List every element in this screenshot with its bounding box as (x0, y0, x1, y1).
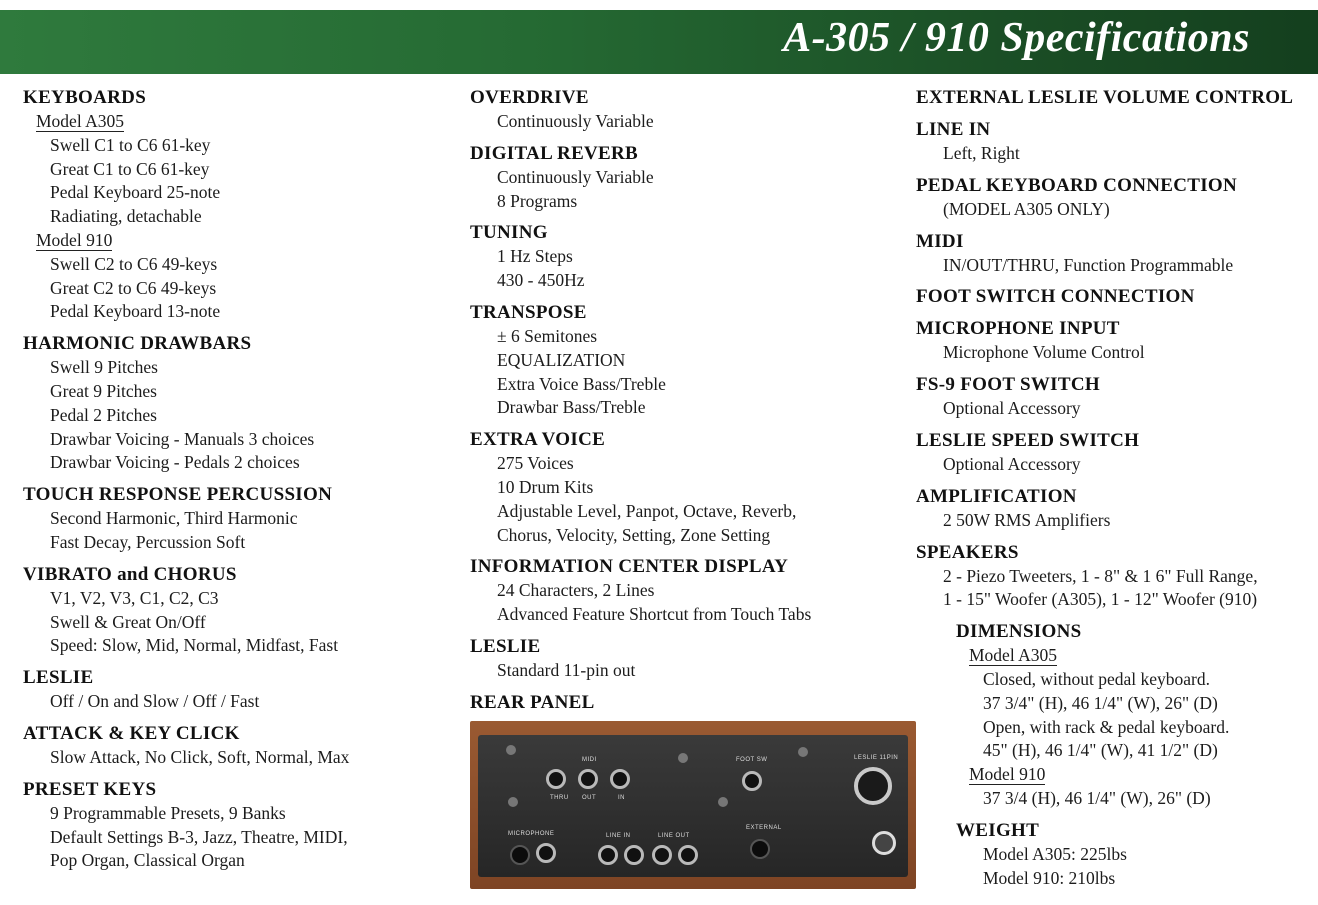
model-a305-label: Model A305 (36, 111, 124, 131)
spec-line: ± 6 Semitones (497, 325, 598, 346)
screw-icon (506, 745, 516, 755)
foot-switch-jack-icon (742, 771, 762, 791)
spec-line: Radiating, detachable (50, 206, 202, 227)
spec-line: 275 Voices (497, 453, 574, 474)
spec-line: 10 Drum Kits (497, 476, 594, 497)
foot-switch-heading: FOOT SWITCH CONNECTION (916, 286, 1195, 308)
line-out-left-jack-icon (652, 845, 672, 865)
screw-icon (718, 797, 728, 807)
weight-section (916, 819, 1311, 891)
spec-line: 37 3/4" (H), 46 1/4" (W), 26" (D) (983, 692, 1218, 713)
midi-in-label: IN (618, 794, 625, 801)
transpose-section (470, 301, 910, 420)
amplification-heading: AMPLIFICATION (916, 485, 1077, 507)
line-in-label: LINE IN (606, 832, 631, 839)
midi-thru-port-icon (546, 769, 566, 789)
spec-line: IN/OUT/THRU, Function Programmable (943, 254, 1234, 275)
keyboards-section (23, 86, 443, 324)
microphone-heading: MICROPHONE INPUT (916, 318, 1120, 340)
rear-panel-heading: REAR PANEL (470, 691, 595, 713)
foot-sw-label: FOOT SW (736, 756, 768, 763)
spec-column-3 (916, 86, 1311, 898)
leslie-speed-heading: LESLIE SPEED SWITCH (916, 429, 1140, 451)
spec-line: 24 Characters, 2 Lines (497, 580, 655, 601)
spec-line: Extra Voice Bass/Treble (497, 373, 666, 394)
spec-line: Great C2 to C6 49-keys (50, 277, 217, 298)
title-banner (0, 10, 1318, 74)
spec-line: Great 9 Pitches (50, 380, 157, 401)
microphone-label: MICROPHONE (508, 830, 555, 837)
speakers-heading: SPEAKERS (916, 541, 1019, 563)
mic-volume-knob-icon (510, 845, 530, 865)
fs9-heading: FS-9 FOOT SWITCH (916, 374, 1100, 396)
speakers-section (916, 541, 1311, 613)
spec-line: Swell C1 to C6 61-key (50, 134, 211, 155)
dimensions-section (916, 620, 1311, 811)
leslie-11pin-connector-icon (854, 767, 892, 805)
spec-line: Swell C2 to C6 49-keys (50, 253, 218, 274)
model-910-label: Model 910 (969, 764, 1046, 785)
vibrato-section (23, 563, 443, 658)
spec-line: 1 Hz Steps (497, 246, 573, 267)
line-in-left-jack-icon (598, 845, 618, 865)
spec-line: Drawbar Bass/Treble (497, 397, 646, 418)
spec-line: Swell 9 Pitches (50, 357, 158, 378)
ext-leslie-heading: EXTERNAL LESLIE VOLUME CONTROL (916, 87, 1294, 108)
line-in-section (916, 118, 1311, 166)
keyboards-heading: KEYBOARDS (23, 87, 147, 108)
spec-line: Fast Decay, Percussion Soft (50, 531, 246, 552)
spec-line: 45" (H), 46 1/4" (W), 41 1/2" (D) (983, 740, 1218, 761)
spec-line: Slow Attack, No Click, Soft, Normal, Max (50, 746, 350, 767)
pedal-connection-section (916, 174, 1311, 222)
spec-column-1 (23, 86, 443, 881)
spec-line: Swell & Great On/Off (50, 611, 206, 632)
spec-line: Default Settings B-3, Jazz, Theatre, MIDI, (50, 826, 348, 847)
line-in-heading: LINE IN (916, 119, 991, 140)
spec-column-2 (470, 86, 910, 889)
tuning-heading: TUNING (470, 222, 548, 244)
weight-heading: WEIGHT (956, 819, 1040, 841)
spec-line: Adjustable Level, Panpot, Octave, Reverb, (497, 500, 797, 521)
reverb-heading: DIGITAL REVERB (470, 142, 639, 164)
spec-line: 2 - Piezo Tweeters, 1 - 8" & 1 6" Full Range, (943, 565, 1258, 586)
leslie-type-label: LESLIE 11PIN (854, 754, 899, 761)
tuning-section (470, 221, 910, 293)
spec-line: Open, with rack & pedal keyboard. (983, 716, 1230, 737)
spec-line: Chorus, Velocity, Setting, Zone Setting (497, 524, 771, 545)
spec-line: Model A305: 225lbs (983, 843, 1127, 864)
extra-voice-section (470, 428, 910, 547)
ext-leslie-section (916, 86, 1311, 110)
spec-line: Closed, without pedal keyboard. (983, 668, 1210, 689)
spec-line: Drawbar Voicing - Pedals 2 choices (50, 452, 300, 473)
midi-label: MIDI (582, 756, 597, 763)
midi-in-port-icon (610, 769, 630, 789)
preset-section (23, 778, 443, 873)
spec-line: (MODEL A305 ONLY) (943, 198, 1110, 219)
ground-terminal-icon (872, 831, 896, 855)
external-label: EXTERNAL (746, 824, 782, 831)
spec-line: Pop Organ, Classical Organ (50, 850, 245, 871)
overdrive-heading: OVERDRIVE (470, 87, 589, 108)
spec-line: 1 - 15" Woofer (A305), 1 - 12" Woofer (910) (943, 589, 1258, 610)
extra-voice-heading: EXTRA VOICE (470, 429, 606, 451)
screw-icon (508, 797, 518, 807)
dimensions-heading: DIMENSIONS (956, 621, 1082, 643)
midi-heading: MIDI (916, 230, 964, 252)
fs9-section (916, 373, 1311, 421)
spec-line: 8 Programs (497, 190, 578, 211)
rear-panel-plate (478, 735, 908, 877)
pedal-connection-heading: PEDAL KEYBOARD CONNECTION (916, 174, 1238, 196)
spec-line: Left, Right (943, 143, 1020, 163)
mic-jack-icon (536, 843, 556, 863)
foot-switch-section (916, 285, 1311, 309)
model-910-label: Model 910 (36, 229, 113, 250)
microphone-section (916, 317, 1311, 365)
attack-heading: ATTACK & KEY CLICK (23, 722, 240, 744)
spec-line: Continuously Variable (497, 111, 654, 131)
line-out-right-jack-icon (678, 845, 698, 865)
reverb-section (470, 142, 910, 214)
external-volume-knob-icon (750, 839, 770, 859)
spec-line: Continuously Variable (497, 166, 654, 187)
model-a305-label: Model A305 (969, 645, 1057, 666)
overdrive-section (470, 86, 910, 134)
spec-line: Model 910: 210lbs (983, 867, 1116, 888)
page-title: A-305 / 910 Specifications (783, 15, 1250, 61)
spec-line: Drawbar Voicing - Manuals 3 choices (50, 428, 315, 449)
info-display-heading: INFORMATION CENTER DISPLAY (470, 556, 789, 578)
attack-section (23, 722, 443, 770)
preset-heading: PRESET KEYS (23, 778, 157, 800)
spec-line: Optional Accessory (943, 453, 1081, 474)
info-display-section (470, 555, 910, 627)
spec-line: Microphone Volume Control (943, 342, 1145, 363)
spec-line: Pedal Keyboard 13-note (50, 301, 221, 322)
leslie-speed-section (916, 429, 1311, 477)
touch-response-section (23, 483, 443, 555)
midi-section (916, 230, 1311, 278)
spec-line: 2 50W RMS Amplifiers (943, 509, 1111, 530)
spec-line: Pedal Keyboard 25-note (50, 182, 221, 203)
transpose-heading: TRANSPOSE (470, 301, 587, 323)
leslie-section (23, 666, 443, 714)
spec-line: Speed: Slow, Mid, Normal, Midfast, Fast (50, 635, 339, 656)
vibrato-heading: VIBRATO and CHORUS (23, 563, 237, 585)
amplification-section (916, 485, 1311, 533)
rear-panel-photo (470, 721, 916, 889)
touch-response-heading: TOUCH RESPONSE PERCUSSION (23, 484, 333, 506)
spec-line: Great C1 to C6 61-key (50, 158, 210, 179)
screw-icon (798, 747, 808, 757)
line-in-right-jack-icon (624, 845, 644, 865)
spec-line: 37 3/4 (H), 46 1/4" (W), 26" (D) (983, 787, 1211, 808)
spec-line: Advanced Feature Shortcut from Touch Tabs (497, 604, 812, 625)
spec-line: Pedal 2 Pitches (50, 404, 157, 425)
spec-line: 430 - 450Hz (497, 270, 585, 291)
spec-line: EQUALIZATION (497, 349, 626, 370)
midi-out-port-icon (578, 769, 598, 789)
spec-line: Optional Accessory (943, 398, 1081, 419)
drawbars-heading: HARMONIC DRAWBARS (23, 333, 252, 355)
leslie-heading: LESLIE (23, 667, 94, 689)
line-out-label: LINE OUT (658, 832, 690, 839)
spec-line: Off / On and Slow / Off / Fast (50, 691, 260, 712)
spec-line: Second Harmonic, Third Harmonic (50, 508, 298, 529)
drawbars-section (23, 332, 443, 475)
leslie-out-section (470, 635, 910, 683)
spec-line: V1, V2, V3, C1, C2, C3 (50, 587, 219, 608)
rear-panel-section (470, 691, 910, 889)
midi-out-label: OUT (582, 794, 597, 801)
leslie-out-heading: LESLIE (470, 635, 541, 657)
screw-icon (678, 753, 688, 763)
spec-line: 9 Programmable Presets, 9 Banks (50, 802, 286, 823)
spec-line: Standard 11-pin out (497, 659, 636, 680)
midi-thru-label: THRU (550, 794, 569, 801)
